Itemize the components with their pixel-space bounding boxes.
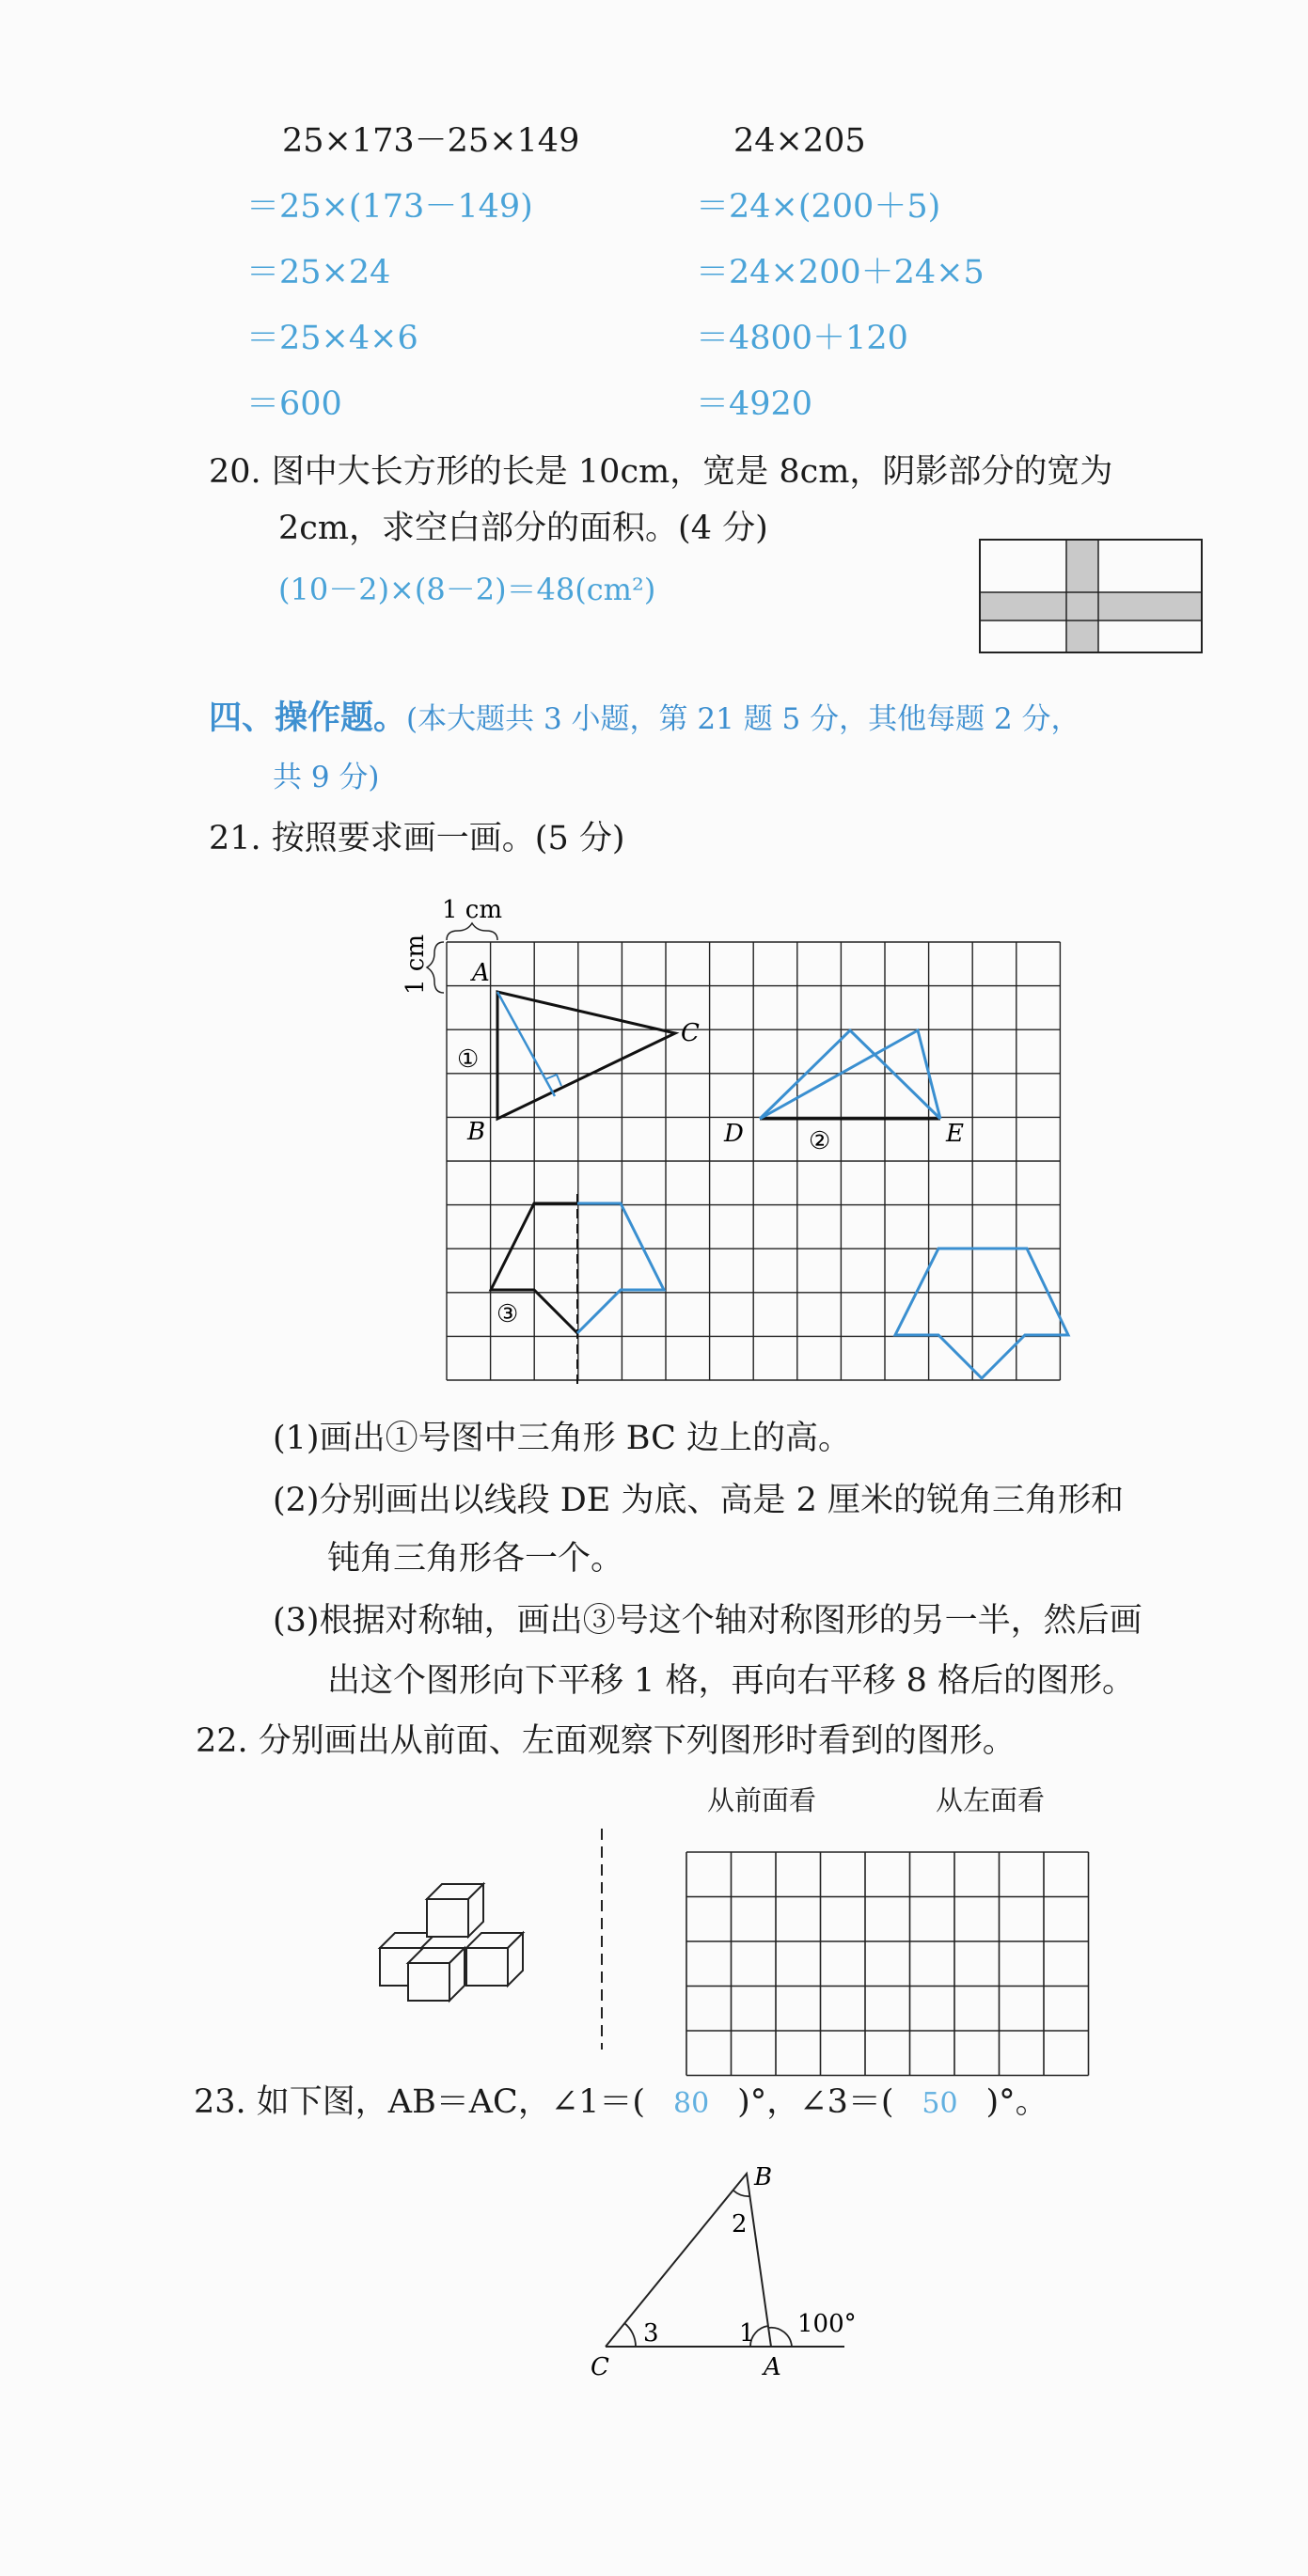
- q22-front-label: 从前面看: [707, 1784, 817, 1816]
- q21-fig3-right-half: [577, 1203, 664, 1333]
- q23-question: [194, 2081, 1048, 2125]
- q22-cube-stack: [380, 1884, 523, 2001]
- q21-label-fig1: ①: [457, 1045, 480, 1074]
- q21-fig3-translated: [895, 1249, 1068, 1378]
- q21-acute-triangle: [760, 1030, 940, 1119]
- q19-right-expr: 24×205: [733, 122, 866, 160]
- q22-title: 22. 分别画出从前面、左面观察下列图形时看到的图形。: [196, 1722, 1016, 1760]
- q21-label-fig2: ②: [809, 1127, 831, 1155]
- q19-left-step3: ＝25×4×6: [246, 320, 418, 357]
- q23-angle2-arc: [733, 2191, 750, 2196]
- q21-label-c: C: [681, 1019, 700, 1047]
- q23-label-angle1: 1: [739, 2319, 755, 2348]
- q19-right-step1: ＝24×(200＋5): [696, 188, 941, 226]
- q21-obtuse-triangle: [760, 1030, 940, 1119]
- q23-prefix: 23. 如下图，AB＝AC，∠1＝(: [194, 2083, 646, 2121]
- section4-title: 四、操作题。: [209, 699, 407, 737]
- q20-line2: 2cm，求空白部分的面积。(4 分): [278, 510, 768, 547]
- q21-sub2-line1: (2)分别画出以线段 DE 为底、高是 2 厘米的锐角三角形和: [273, 1482, 1124, 1519]
- q21-sub2-line2: 钝角三角形各一个。: [327, 1540, 624, 1578]
- q23-answer1: 80: [673, 2087, 710, 2120]
- q21-label-b: B: [467, 1118, 486, 1146]
- q23-triangle: [606, 2174, 771, 2347]
- q21-unit-label-top: 1 cm: [442, 896, 503, 924]
- q23-angle3-arc: [624, 2323, 636, 2347]
- q21-title: 21. 按照要求画一画。(5 分): [209, 820, 625, 857]
- q21-right-angle-mark: [545, 1075, 561, 1086]
- q21-label-a: A: [472, 959, 490, 987]
- q21-grid: [447, 942, 1060, 1380]
- q19-right-step2: ＝24×200＋24×5: [696, 254, 985, 291]
- q23-label-angle2: 2: [732, 2210, 748, 2238]
- q21-sub3-line1: (3)根据对称轴，画出③号这个轴对称图形的另一半，然后画: [273, 1602, 1143, 1640]
- q21-unit-label-left: 1 cm: [402, 934, 430, 995]
- section4-note1: (本大题共 3 小题，第 21 题 5 分，其他每题 2 分，: [406, 702, 1080, 736]
- q21-sub3-line2: 出这个图形向下平移 1 格，再向右平移 8 格后的图形。: [327, 1662, 1136, 1700]
- q19-right-step3: ＝4800＋120: [696, 320, 908, 357]
- q19-left-expr: 25×173－25×149: [282, 122, 580, 160]
- q22-answer-grid: [686, 1852, 1089, 2076]
- q23-suffix: )°。: [985, 2083, 1048, 2121]
- q21-sub1: (1)画出①号图中三角形 BC 边上的高。: [273, 1420, 851, 1457]
- q19-left-step4: ＝600: [246, 385, 342, 423]
- q21-fig3-left-half: [491, 1203, 577, 1333]
- q21-label-d: D: [724, 1120, 744, 1148]
- q23-label-a: A: [764, 2353, 781, 2381]
- q20-shade-vertical: [1066, 540, 1098, 652]
- q20-line1: 20. 图中大长方形的长是 10cm，宽是 8cm，阴影部分的宽为: [209, 453, 1113, 491]
- q21-triangle-abc: [497, 992, 675, 1119]
- q19-right-step4: ＝4920: [696, 385, 813, 423]
- q22-left-label: 从左面看: [936, 1784, 1046, 1816]
- section4-heading: [209, 698, 1080, 740]
- q23-answer2: 50: [922, 2087, 958, 2120]
- q19-left-step1: ＝25×(173－149): [246, 188, 533, 226]
- q23-label-c: C: [591, 2353, 609, 2381]
- q23-label-b: B: [754, 2163, 773, 2191]
- q20-answer: (10－2)×(8－2)＝48(cm²): [278, 572, 656, 607]
- q20-shade-horizontal: [980, 592, 1202, 620]
- q23-label-angle3: 3: [643, 2319, 659, 2348]
- q20-outer-rect: [980, 540, 1202, 652]
- q23-mid: )°，∠3＝(: [737, 2083, 894, 2121]
- q21-label-fig3: ③: [496, 1300, 519, 1328]
- q21-altitude-bc: [497, 992, 555, 1096]
- q23-exterior-arc: [768, 2328, 792, 2347]
- q21-label-e: E: [946, 1120, 964, 1148]
- q21-unit-brace-top: [447, 923, 497, 940]
- section4-note2: 共 9 分): [273, 761, 380, 794]
- q21-unit-brace-left: [427, 942, 444, 993]
- q23-angle1-arc: [750, 2326, 768, 2347]
- q19-left-step2: ＝25×24: [246, 254, 391, 291]
- q23-label-exterior: 100°: [797, 2310, 857, 2338]
